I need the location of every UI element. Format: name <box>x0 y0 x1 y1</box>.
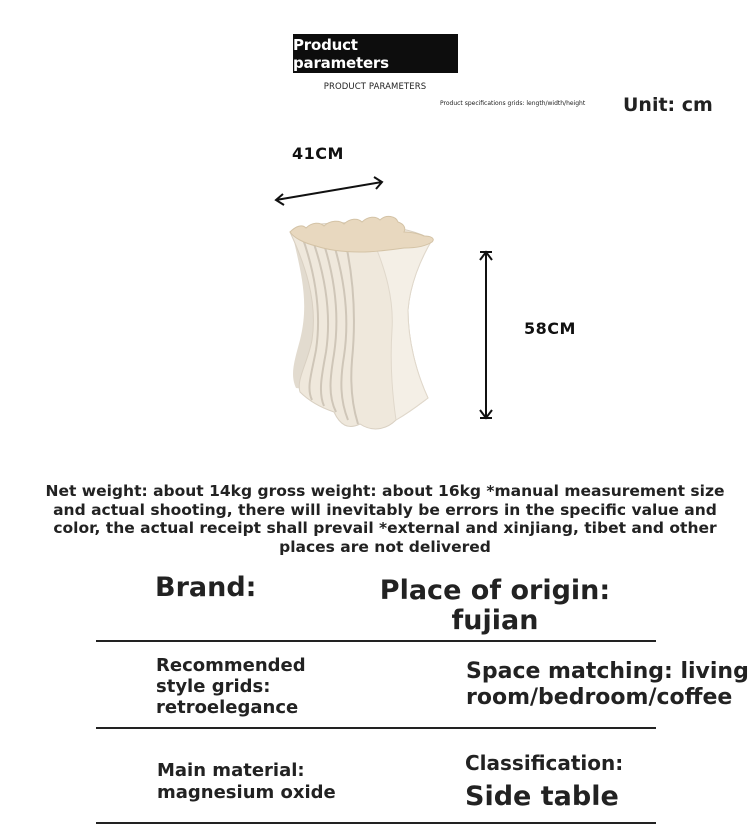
weight-note: Net weight: about 14kg gross weight: about 16kg *manual measurement size and actual shooting, there will inevitably be errors in the specific value and color, the actual receipt shall prevail *external and xinjiang, tibet and other places are not delivered <box>45 482 725 556</box>
recommended-style: Recommended style grids: retroelegance <box>156 655 306 718</box>
page-subtitle: PRODUCT PARAMETERS <box>323 82 427 92</box>
divider <box>96 640 656 642</box>
classification-value: Side table <box>465 781 619 812</box>
main-material: Main material: magnesium oxide <box>157 760 336 803</box>
brand-label: Brand: <box>155 572 257 603</box>
width-dimension-label: 41CM <box>292 144 344 163</box>
place-of-origin: Place of origin: fujian <box>379 575 611 636</box>
space-matching: Space matching: living room/bedroom/coffee <box>466 659 749 710</box>
specs-note: Product specifications grids: length/width/height <box>440 100 586 107</box>
divider <box>96 727 656 729</box>
height-arrow <box>480 252 492 418</box>
side-table-image <box>290 216 433 429</box>
classification-label: Classification: <box>465 751 624 775</box>
height-dimension-label: 58CM <box>524 319 576 338</box>
unit-label: Unit: cm <box>623 94 713 116</box>
divider <box>96 822 656 824</box>
page-title: Product parameters <box>293 34 458 73</box>
width-arrow <box>276 177 382 205</box>
